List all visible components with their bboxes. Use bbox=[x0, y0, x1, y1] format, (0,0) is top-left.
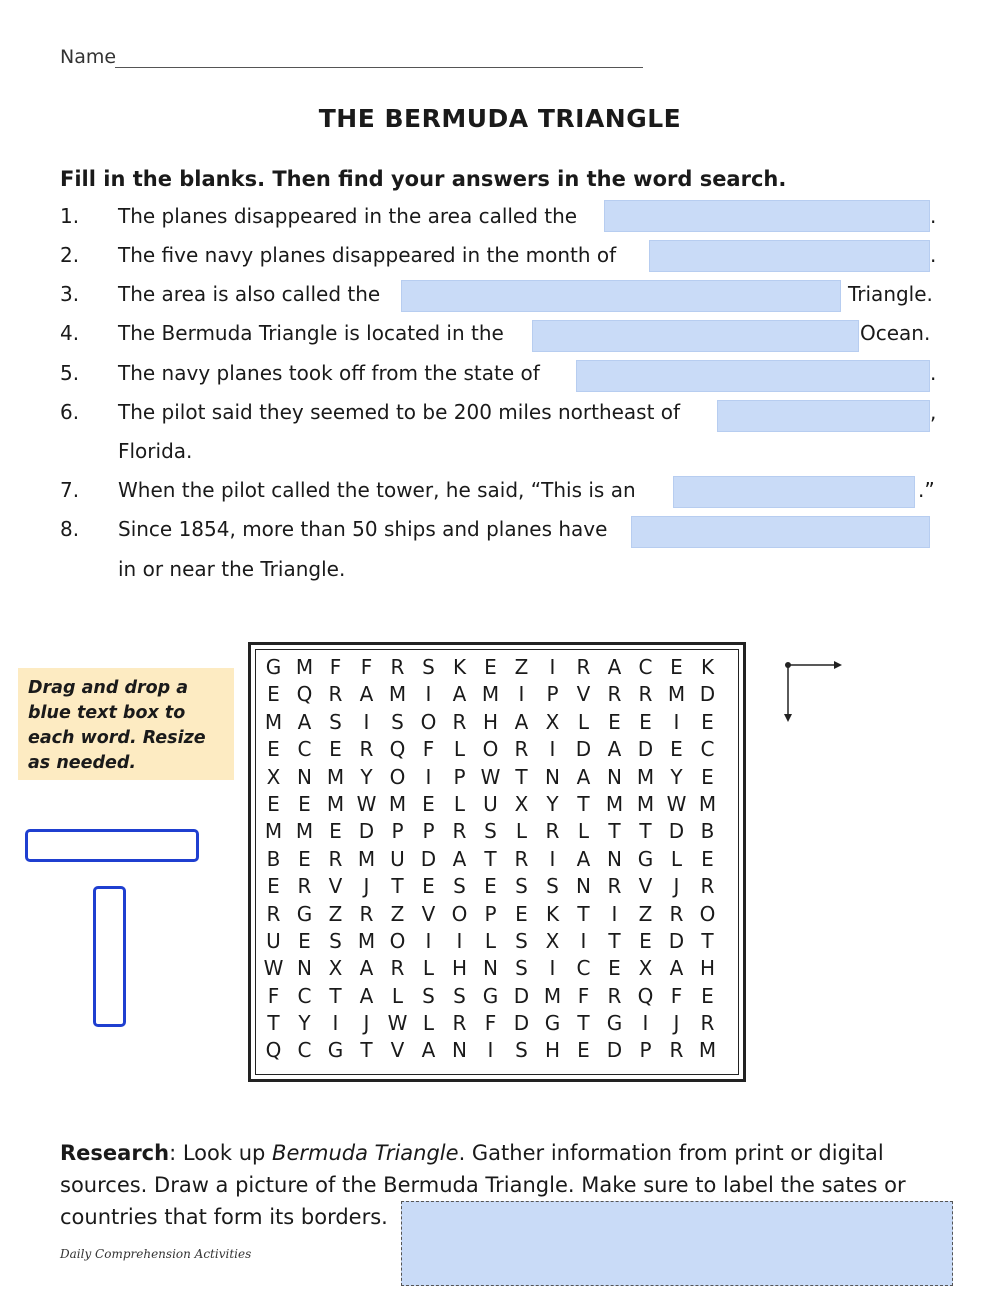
grid-letter: R bbox=[700, 874, 715, 899]
grid-letter: G bbox=[482, 983, 499, 1008]
grid-letter: M bbox=[636, 764, 655, 789]
grid-letter: I bbox=[425, 928, 432, 953]
grid-letter: J bbox=[363, 874, 370, 899]
name-label: Name bbox=[60, 46, 117, 68]
grid-letter: P bbox=[484, 901, 497, 926]
grid-letter: G bbox=[606, 1011, 623, 1036]
grid-letter: L bbox=[453, 791, 466, 816]
grid-letter: S bbox=[453, 983, 466, 1008]
grid-letter: J bbox=[673, 1011, 680, 1036]
research-body: . Gather information from print or digital sources. Draw a picture of the Bermuda Triangle. Make sure to label the sates or countries that form its borders. bbox=[60, 1141, 906, 1229]
grid-letter: I bbox=[456, 928, 463, 953]
grid-letter: R bbox=[607, 983, 622, 1008]
grid-letter: E bbox=[701, 709, 714, 734]
grid-letter: N bbox=[483, 956, 498, 981]
grid-letter: T bbox=[329, 983, 342, 1008]
grid-letter: F bbox=[577, 983, 590, 1008]
grid-letter: K bbox=[452, 655, 467, 679]
grid-letter: X bbox=[545, 709, 560, 734]
grid-letter: R bbox=[514, 846, 529, 871]
grid-letter: D bbox=[606, 1038, 623, 1063]
grid-letter: X bbox=[328, 956, 343, 981]
grid-letter: S bbox=[484, 819, 497, 844]
grid-letter: V bbox=[638, 874, 653, 899]
grid-letter: I bbox=[363, 709, 370, 734]
question-number: 3. bbox=[60, 282, 80, 306]
answer-blank-4[interactable] bbox=[532, 320, 859, 352]
grid-letter: I bbox=[549, 655, 556, 679]
grid-letter: T bbox=[577, 901, 590, 926]
answer-blank-5[interactable] bbox=[576, 360, 930, 392]
grid-letter: L bbox=[453, 737, 466, 762]
grid-letter: E bbox=[577, 1038, 590, 1063]
grid-letter: H bbox=[699, 956, 716, 981]
grid-letter: R bbox=[390, 956, 405, 981]
grid-letter: R bbox=[390, 655, 405, 679]
grid-letter: E bbox=[701, 764, 714, 789]
grid-letter: E bbox=[701, 983, 714, 1008]
grid-letter: D bbox=[513, 1011, 530, 1036]
grid-letter: F bbox=[267, 983, 280, 1008]
grid-letter: Q bbox=[637, 983, 654, 1008]
grid-letter: R bbox=[700, 1011, 715, 1036]
grid-letter: L bbox=[391, 983, 404, 1008]
answer-blank-3[interactable] bbox=[401, 280, 841, 312]
grid-letter: S bbox=[422, 655, 435, 679]
grid-letter: E bbox=[329, 737, 342, 762]
grid-letter: R bbox=[607, 682, 622, 707]
grid-letter: M bbox=[357, 846, 376, 871]
grid-letter: R bbox=[576, 655, 591, 679]
grid-letter: D bbox=[637, 737, 654, 762]
answer-blank-2[interactable] bbox=[649, 240, 930, 272]
grid-letter: J bbox=[363, 1011, 370, 1036]
grid-letter: A bbox=[514, 709, 529, 734]
grid-letter: E bbox=[422, 874, 435, 899]
grid-letter: A bbox=[359, 956, 374, 981]
grid-letter: A bbox=[452, 846, 467, 871]
grid-letter: R bbox=[514, 737, 529, 762]
grid-letter: R bbox=[359, 901, 374, 926]
grid-letter: G bbox=[296, 901, 313, 926]
grid-letter: E bbox=[298, 846, 311, 871]
name-line[interactable] bbox=[115, 67, 643, 68]
grid-letter: R bbox=[669, 901, 684, 926]
grid-letter: G bbox=[544, 1011, 561, 1036]
grid-letter: S bbox=[515, 1038, 528, 1063]
grid-letter: F bbox=[329, 655, 342, 679]
grid-letter: Z bbox=[390, 901, 405, 926]
grid-letter: E bbox=[701, 846, 714, 871]
question-after: . bbox=[930, 361, 937, 385]
grid-letter: S bbox=[515, 874, 528, 899]
grid-letter: U bbox=[390, 846, 405, 871]
question-text: The planes disappeared in the area called the bbox=[118, 204, 578, 228]
page-title: THE BERMUDA TRIANGLE bbox=[318, 104, 682, 133]
grid-letter: Z bbox=[638, 901, 653, 926]
grid-letter: E bbox=[329, 819, 342, 844]
grid-letter: F bbox=[484, 1011, 497, 1036]
grid-letter: L bbox=[484, 928, 497, 953]
grid-letter: M bbox=[698, 1038, 717, 1063]
grid-letter: R bbox=[452, 819, 467, 844]
grid-letter: S bbox=[515, 956, 528, 981]
grid-letter: M bbox=[481, 682, 500, 707]
grid-letter: I bbox=[425, 682, 432, 707]
question-number: 8. bbox=[60, 517, 80, 541]
answer-blank-1[interactable] bbox=[604, 200, 930, 232]
grid-letter: I bbox=[549, 956, 556, 981]
grid-letter: P bbox=[639, 1038, 652, 1063]
grid-letter: E bbox=[670, 737, 683, 762]
grid-letter: M bbox=[388, 682, 407, 707]
grid-letter: B bbox=[266, 846, 281, 871]
grid-letter: I bbox=[487, 1038, 494, 1063]
grid-letter: N bbox=[576, 874, 591, 899]
grid-letter: L bbox=[515, 819, 528, 844]
grid-letter: E bbox=[267, 737, 280, 762]
grid-letter: Y bbox=[546, 791, 559, 816]
grid-letter: S bbox=[515, 928, 528, 953]
grid-letter: E bbox=[267, 874, 280, 899]
grid-letter: X bbox=[638, 956, 653, 981]
grid-letter: X bbox=[266, 764, 281, 789]
grid-letter: V bbox=[421, 901, 436, 926]
grid-letter: F bbox=[360, 655, 373, 679]
grid-letter: A bbox=[669, 956, 684, 981]
grid-letter: L bbox=[577, 709, 590, 734]
grid-letter: I bbox=[425, 764, 432, 789]
grid-letter: I bbox=[642, 1011, 649, 1036]
grid-letter: E bbox=[267, 682, 280, 707]
grid-letter: G bbox=[637, 846, 654, 871]
question-text: When the pilot called the tower, he said, “This is an bbox=[118, 478, 636, 502]
grid-letter: Y bbox=[360, 764, 373, 789]
question-after: . bbox=[930, 204, 937, 228]
grid-letter: R bbox=[452, 709, 467, 734]
instructions: Fill in the blanks. Then find your answers in the word search. bbox=[60, 167, 787, 191]
question-number: 4. bbox=[60, 321, 80, 345]
grid-letter: N bbox=[607, 764, 622, 789]
grid-letter: C bbox=[576, 956, 591, 981]
grid-letter: A bbox=[297, 709, 312, 734]
question-number: 6. bbox=[60, 400, 80, 424]
grid-letter: C bbox=[297, 737, 312, 762]
grid-letter: D bbox=[513, 983, 530, 1008]
grid-letter: Y bbox=[670, 764, 683, 789]
grid-letter: I bbox=[673, 709, 680, 734]
question-text: The Bermuda Triangle is located in the bbox=[118, 321, 504, 345]
grid-letter: U bbox=[266, 928, 281, 953]
grid-letter: I bbox=[332, 1011, 339, 1036]
grid-letter: S bbox=[422, 983, 435, 1008]
question-after: . bbox=[930, 243, 937, 267]
grid-letter: J bbox=[673, 874, 680, 899]
grid-letter: R bbox=[297, 874, 312, 899]
grid-letter: S bbox=[453, 874, 466, 899]
grid-letter: W bbox=[356, 791, 377, 816]
question-after: Ocean. bbox=[860, 321, 931, 345]
grid-letter: A bbox=[359, 682, 374, 707]
grid-letter: T bbox=[267, 1011, 280, 1036]
grid-letter: N bbox=[607, 846, 622, 871]
grid-letter: S bbox=[546, 874, 559, 899]
grid-letter: R bbox=[545, 819, 560, 844]
grid-letter: M bbox=[605, 791, 624, 816]
answer-blank-7[interactable] bbox=[673, 476, 915, 508]
question-text: The five navy planes disappeared in the month of bbox=[118, 243, 617, 267]
grid-letter: A bbox=[421, 1038, 436, 1063]
answer-blank-6[interactable] bbox=[717, 400, 930, 432]
grid-letter: O bbox=[389, 764, 406, 789]
research-answer-box[interactable] bbox=[401, 1201, 953, 1286]
grid-letter: T bbox=[577, 791, 590, 816]
grid-letter: T bbox=[515, 764, 528, 789]
grid-letter: F bbox=[670, 983, 683, 1008]
draggable-horizontal-box[interactable] bbox=[25, 829, 199, 862]
grid-letter: N bbox=[452, 1038, 467, 1063]
grid-letter: I bbox=[549, 737, 556, 762]
question-after: Triangle. bbox=[848, 282, 933, 306]
grid-letter: G bbox=[327, 1038, 344, 1063]
grid-letter: M bbox=[388, 791, 407, 816]
grid-letter: M bbox=[295, 655, 314, 679]
grid-letter: P bbox=[391, 819, 404, 844]
question-text: Since 1854, more than 50 ships and planes have bbox=[118, 517, 608, 541]
drag-hint: Drag and drop a blue text box to each word. Resize as needed. bbox=[18, 668, 234, 780]
grid-letter: Z bbox=[328, 901, 343, 926]
grid-letter: H bbox=[544, 1038, 561, 1063]
grid-letter: D bbox=[699, 682, 716, 707]
grid-letter: F bbox=[422, 737, 435, 762]
grid-letter: A bbox=[607, 655, 622, 679]
grid-letter: B bbox=[700, 819, 715, 844]
grid-letter: E bbox=[639, 709, 652, 734]
grid-letter: O bbox=[420, 709, 437, 734]
grid-letter: R bbox=[328, 846, 343, 871]
grid-letter: C bbox=[297, 983, 312, 1008]
grid-letter: N bbox=[545, 764, 560, 789]
grid-letter: E bbox=[298, 791, 311, 816]
grid-letter: E bbox=[484, 655, 497, 679]
grid-letter: N bbox=[297, 956, 312, 981]
grid-letter: S bbox=[391, 709, 404, 734]
question-text: The pilot said they seemed to be 200 miles northeast of bbox=[118, 400, 681, 424]
grid-letter: R bbox=[328, 682, 343, 707]
right-and-down-arrows-icon bbox=[780, 656, 850, 726]
grid-letter: D bbox=[420, 846, 437, 871]
grid-letter: W bbox=[387, 1011, 408, 1036]
grid-letter: Q bbox=[296, 682, 313, 707]
grid-letter: T bbox=[484, 846, 497, 871]
grid-letter: L bbox=[422, 1011, 435, 1036]
question-number: 7. bbox=[60, 478, 80, 502]
grid-letter: E bbox=[639, 928, 652, 953]
grid-letter: P bbox=[546, 682, 559, 707]
grid-letter: A bbox=[607, 737, 622, 762]
grid-letter: V bbox=[328, 874, 343, 899]
question-continuation: in or near the Triangle. bbox=[118, 557, 346, 581]
grid-letter: A bbox=[576, 764, 591, 789]
grid-letter: U bbox=[483, 791, 498, 816]
word-search-grid bbox=[258, 654, 723, 1065]
grid-letter: M bbox=[295, 819, 314, 844]
research-heading: Research bbox=[60, 1141, 170, 1165]
question-text: The area is also called the bbox=[118, 282, 381, 306]
grid-letter: D bbox=[668, 819, 685, 844]
grid-letter: R bbox=[669, 1038, 684, 1063]
grid-letter: K bbox=[545, 901, 560, 926]
grid-letter: W bbox=[480, 764, 501, 789]
question-after: .” bbox=[918, 478, 935, 502]
grid-letter: R bbox=[638, 682, 653, 707]
grid-letter: L bbox=[422, 956, 435, 981]
question-continuation: Florida. bbox=[118, 439, 193, 463]
grid-letter: P bbox=[422, 819, 435, 844]
grid-letter: M bbox=[543, 983, 562, 1008]
grid-letter: E bbox=[670, 655, 683, 679]
grid-letter: H bbox=[451, 956, 468, 981]
grid-letter: I bbox=[580, 928, 587, 953]
research-topic: Bermuda Triangle bbox=[272, 1141, 459, 1165]
grid-letter: C bbox=[297, 1038, 312, 1063]
grid-letter: R bbox=[359, 737, 374, 762]
grid-letter: L bbox=[670, 846, 683, 871]
grid-letter: T bbox=[701, 928, 714, 953]
grid-letter: E bbox=[484, 874, 497, 899]
grid-letter: M bbox=[636, 791, 655, 816]
grid-letter: K bbox=[700, 655, 715, 679]
question-text: The navy planes took off from the state of bbox=[118, 361, 540, 385]
grid-letter: V bbox=[390, 1038, 405, 1063]
grid-letter: M bbox=[326, 764, 345, 789]
answer-blank-8[interactable] bbox=[631, 516, 930, 548]
grid-letter: C bbox=[700, 737, 715, 762]
grid-letter: N bbox=[297, 764, 312, 789]
question-after: , bbox=[930, 400, 937, 424]
grid-letter: M bbox=[264, 819, 283, 844]
grid-letter: I bbox=[611, 901, 618, 926]
grid-letter: G bbox=[265, 655, 282, 679]
grid-letter: E bbox=[608, 956, 621, 981]
question-number: 2. bbox=[60, 243, 80, 267]
grid-letter: Z bbox=[514, 655, 529, 679]
grid-letter: W bbox=[263, 956, 284, 981]
grid-letter: R bbox=[266, 901, 281, 926]
grid-letter: M bbox=[667, 682, 686, 707]
grid-letter: C bbox=[638, 655, 653, 679]
question-number: 1. bbox=[60, 204, 80, 228]
grid-letter: T bbox=[639, 819, 652, 844]
grid-letter: A bbox=[576, 846, 591, 871]
grid-letter: W bbox=[666, 791, 687, 816]
grid-letter: L bbox=[577, 819, 590, 844]
grid-letter: M bbox=[264, 709, 283, 734]
grid-letter: D bbox=[575, 737, 592, 762]
footer: Daily Comprehension Activities bbox=[60, 1247, 252, 1261]
grid-letter: S bbox=[329, 709, 342, 734]
grid-letter: V bbox=[576, 682, 591, 707]
grid-letter: E bbox=[298, 928, 311, 953]
question-number: 5. bbox=[60, 361, 80, 385]
grid-letter: O bbox=[451, 901, 468, 926]
grid-letter: M bbox=[357, 928, 376, 953]
grid-letter: T bbox=[391, 874, 404, 899]
grid-letter: T bbox=[608, 819, 621, 844]
grid-letter: O bbox=[482, 737, 499, 762]
grid-letter: H bbox=[482, 709, 499, 734]
grid-letter: R bbox=[452, 1011, 467, 1036]
grid-letter: Y bbox=[298, 1011, 311, 1036]
grid-letter: D bbox=[358, 819, 375, 844]
grid-letter: E bbox=[267, 791, 280, 816]
grid-letter: M bbox=[326, 791, 345, 816]
grid-letter: X bbox=[545, 928, 560, 953]
grid-letter: T bbox=[608, 928, 621, 953]
grid-letter: A bbox=[452, 682, 467, 707]
grid-letter: S bbox=[329, 928, 342, 953]
grid-letter: T bbox=[577, 1011, 590, 1036]
grid-letter: E bbox=[422, 791, 435, 816]
grid-letter: P bbox=[453, 764, 466, 789]
grid-letter: T bbox=[360, 1038, 373, 1063]
research-lead: : Look up bbox=[169, 1141, 273, 1165]
grid-letter: E bbox=[515, 901, 528, 926]
grid-letter: O bbox=[389, 928, 406, 953]
grid-letter: X bbox=[514, 791, 529, 816]
draggable-vertical-box[interactable] bbox=[93, 886, 126, 1027]
grid-letter: O bbox=[699, 901, 716, 926]
grid-letter: I bbox=[549, 846, 556, 871]
grid-letter: I bbox=[518, 682, 525, 707]
grid-letter: E bbox=[608, 709, 621, 734]
grid-letter: A bbox=[359, 983, 374, 1008]
grid-letter: D bbox=[668, 928, 685, 953]
grid-letter: Q bbox=[389, 737, 406, 762]
grid-letter: R bbox=[607, 874, 622, 899]
grid-letter: Q bbox=[265, 1038, 282, 1063]
grid-letter: M bbox=[698, 791, 717, 816]
